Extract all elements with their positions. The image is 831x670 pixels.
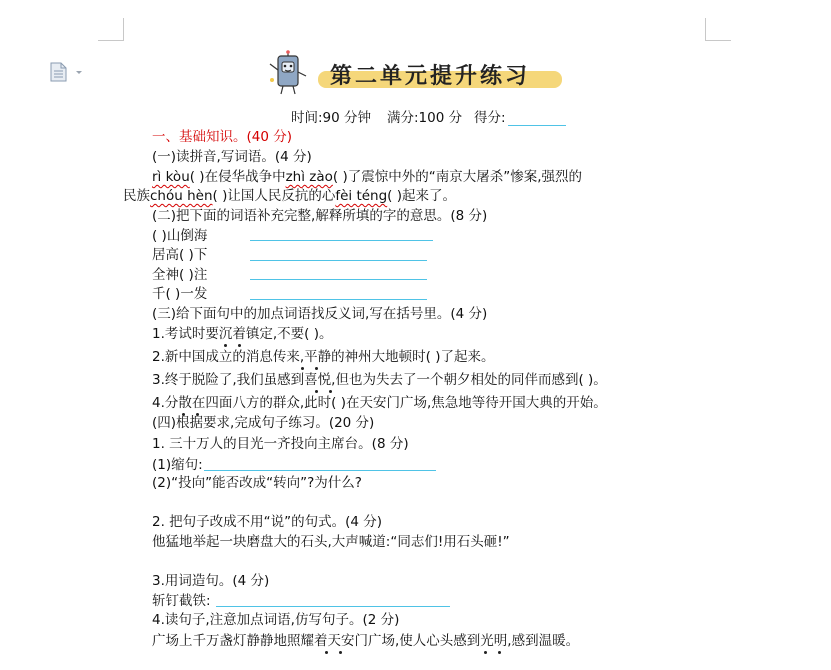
q1-line2-text0: 民族: [123, 188, 150, 204]
emphasis-dot: [339, 651, 342, 654]
q1-line1: [152, 168, 582, 186]
q2-answer-line-2[interactable]: [250, 260, 427, 261]
emphasis-dot: [315, 367, 318, 370]
q3-item-1: 1.考试时要沉着镇定,不要( )。: [152, 326, 333, 342]
q4-part3: 3.用词造句。(4 分): [152, 573, 270, 589]
q4-title: (四)根据要求,完成句子练习。(20 分): [152, 415, 375, 431]
q1-line2: [123, 187, 456, 205]
document-icon[interactable]: [48, 62, 84, 86]
q2-title: (二)把下面的词语补充完整,解释所填的字的意思。(8 分): [152, 208, 488, 224]
q4-part1b: (2)“投向”能否改成“转向”?为什么?: [152, 475, 362, 491]
mascot-icon: [264, 50, 314, 100]
q1-line1-text1: ( )在侵华战争中: [189, 169, 286, 185]
q2-item-3: 全神( )注: [152, 267, 208, 283]
q2-item-1: ( )山倒海: [152, 228, 208, 244]
pinyin-feiteng: fèi téng: [335, 188, 388, 204]
q4-part2: 2. 把句子改成不用“说”的句式。(4 分): [152, 514, 383, 530]
crop-mark-tr: [705, 18, 731, 41]
emphasis-dot: [484, 651, 487, 654]
q4-part4: 4.读句子,注意加点词语,仿写句子。(2 分): [152, 612, 400, 628]
q3-item-4: 4.分散在四面八方的群众,此时( )在天安门广场,焦急地等待开国大典的开始。: [152, 395, 607, 411]
q4-part1a: (1)缩句:: [152, 457, 203, 473]
emphasis-dot: [325, 651, 328, 654]
q2-answer-line-4[interactable]: [250, 299, 427, 300]
emphasis-dot: [224, 344, 227, 347]
pinyin-zhizao: zhì zào: [285, 169, 333, 185]
q3-title: (三)给下面句中的加点词语找反义词,写在括号里。(4 分): [152, 306, 488, 322]
score-label: 满分:100 分: [387, 110, 463, 126]
q4-answer-line-3[interactable]: [216, 606, 450, 607]
q3-item-2: 2.新中国成立的消息传来,平静的神州大地顿时( )了起来。: [152, 349, 495, 365]
emphasis-dot: [315, 390, 318, 393]
q4-part2a: 他猛地举起一块磨盘大的石头,大声喊道:“同志们!用石头砸!”: [152, 534, 510, 550]
q1-line2-text1: ( )让国人民反抗的心: [212, 188, 336, 204]
q1-title: (一)读拼音,写词语。(4 分): [152, 149, 312, 165]
get-score-label: 得分:: [474, 110, 506, 126]
q2-answer-line-3[interactable]: [250, 279, 427, 280]
pinyin-chouhen: chóu hèn: [150, 188, 213, 204]
q2-item-2: 居高( )下: [152, 247, 208, 263]
q1-line2-text2: ( )起来了。: [387, 188, 456, 204]
q4-part4a: 广场上千万盏灯静静地照耀着天安门广场,使人心头感到光明,感到温暖。: [152, 633, 580, 649]
section-heading: 一、基础知识。(40 分): [152, 129, 293, 145]
time-label: 时间:90 分钟: [291, 110, 372, 126]
emphasis-dot: [498, 651, 501, 654]
q1-line1-text2: ( )了震惊中外的“南京大屠杀”惨案,强烈的: [332, 169, 582, 185]
page-title: 第二单元提升练习: [330, 63, 531, 89]
q2-answer-line-1[interactable]: [250, 240, 433, 241]
q4-answer-line-1[interactable]: [204, 470, 436, 471]
q4-part1: 1. 三十万人的目光一齐投向主席台。(8 分): [152, 436, 409, 452]
crop-mark-tl: [98, 18, 124, 41]
q4-part3a: 斩钉截铁:: [152, 593, 211, 609]
emphasis-dot: [301, 367, 304, 370]
score-blank[interactable]: [508, 125, 566, 126]
emphasis-dot: [238, 344, 241, 347]
emphasis-dot: [329, 390, 332, 393]
q2-item-4: 千( )一发: [152, 286, 208, 302]
title-banner: [316, 59, 564, 91]
q3-item-3: 3.终于脱险了,我们虽感到喜悦,但也为失去了一个朝夕相处的同伴而感到( )。: [152, 372, 607, 388]
pinyin-rikou: rì kòu: [152, 169, 190, 185]
